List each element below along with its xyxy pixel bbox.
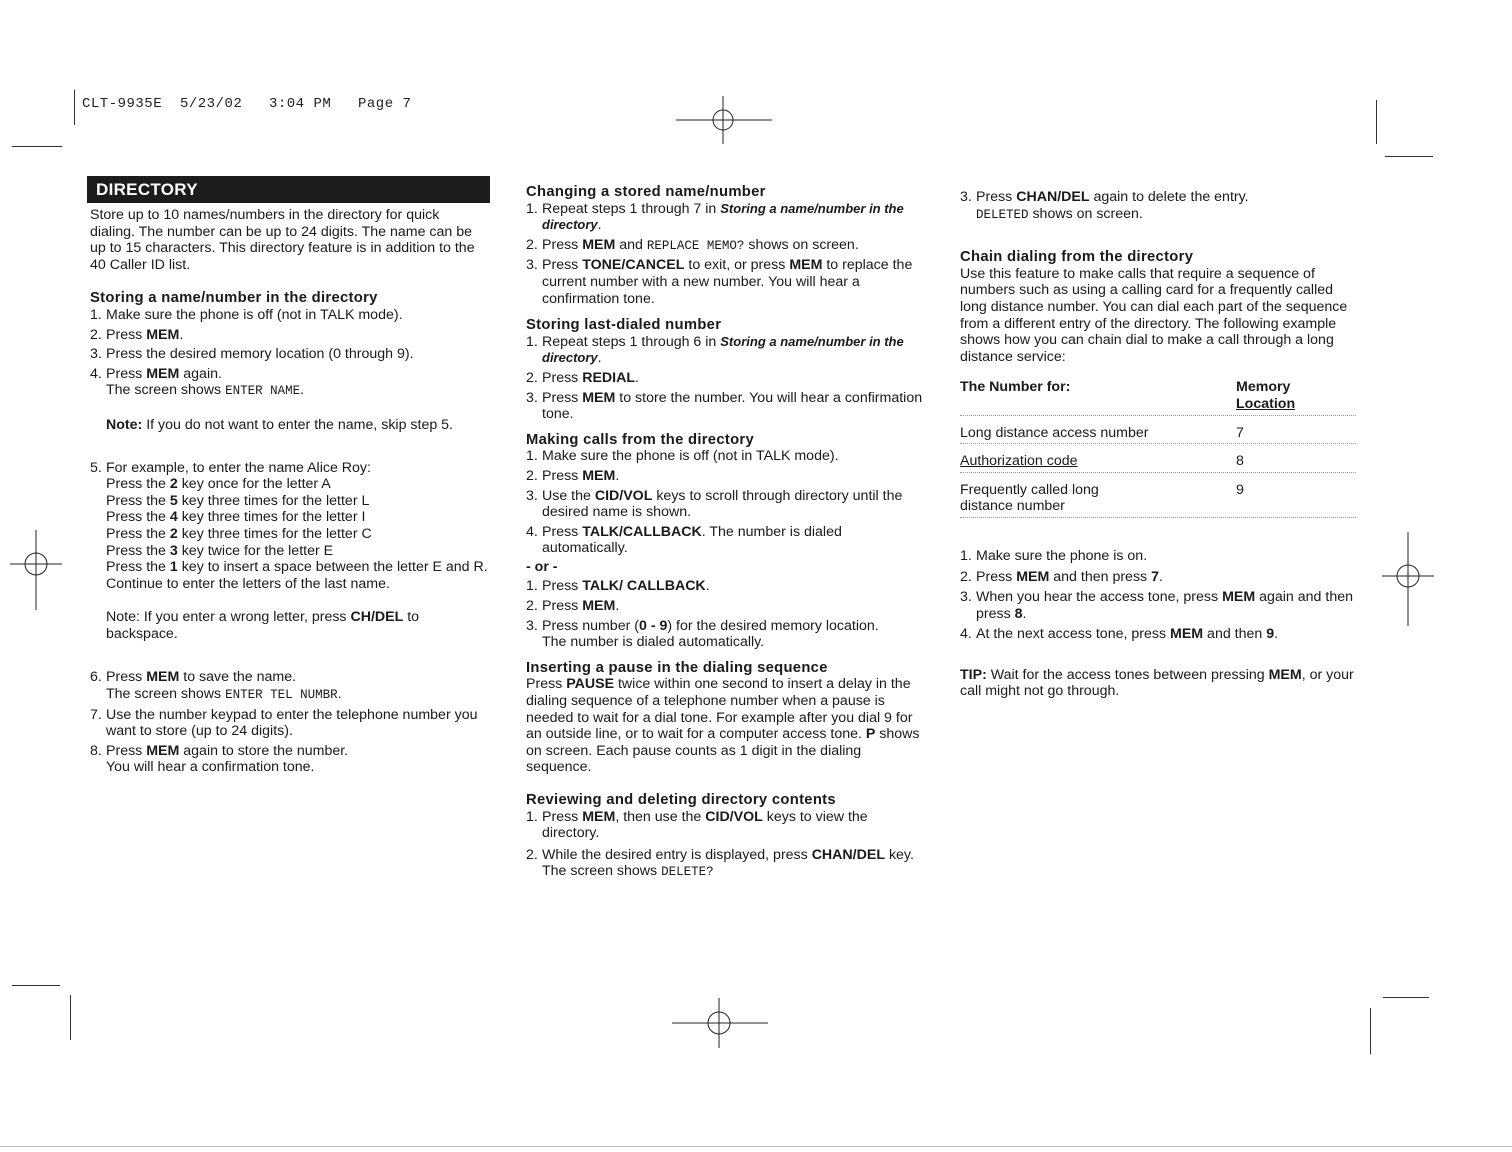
registration-mark-icon <box>672 998 768 1048</box>
registration-mark-icon <box>10 530 62 610</box>
list-item: 3. Press TONE/CANCEL to exit, or press MEM to replace the current number with a new number. You will hear a confirmation tone. <box>526 257 913 307</box>
crop-mark <box>12 146 62 147</box>
list-item: 7. Use the number keypad to enter the telephone number you want to store (up to 24 digits). <box>90 706 478 740</box>
list-item: 5. For example, to enter the name Alice Roy: Press the 2 key once for the letter A Press the 5 key three times for the letter L Press the 4 key three times for the letter I Press the 2 key three times for the letter C Press the 3 key twice for the letter E Press the 1 key to insert a space between the letter E and R. Continue to enter the letters of the last name. <box>90 459 488 592</box>
list-item: 1. Repeat steps 1 through 7 in Storing a name/number in the directory. <box>526 200 904 234</box>
list-item: 1. Press MEM, then use the CID/VOL keys to view the directory. <box>526 808 868 842</box>
list-item: 4. At the next access tone, press MEM and then 9. <box>960 626 1279 643</box>
crop-mark <box>0 1146 1512 1147</box>
paragraph: Use this feature to make calls that require a sequence of numbers such as using a calling card for a frequently called long distance number. You can dial each part of the sequence from a different entry of the directory. The following example shows how you can chain dial to make a call through a long distance service: <box>960 265 1348 365</box>
or-separator: - or - <box>526 558 558 575</box>
crop-mark <box>12 985 60 986</box>
registration-mark-icon <box>676 96 772 144</box>
list-item: 3. Press CHAN/DEL again to delete the entry. DELETED shows on screen. <box>960 189 1249 222</box>
list-item: 8. Press MEM again to store the number. You will hear a confirmation tone. <box>90 742 349 776</box>
column-left <box>90 176 488 776</box>
list-item: 1. Make sure the phone is off (not in TALK mode). <box>526 448 839 465</box>
list-item: 1. Press TALK/ CALLBACK. <box>526 578 710 595</box>
section-heading: Chain dialing from the directory <box>960 249 1194 266</box>
section-heading: Storing last-dialed number <box>526 317 722 334</box>
crop-mark <box>74 90 75 125</box>
list-item: 2. Press MEM. <box>526 598 620 615</box>
header-time: 3:04 PM <box>268 96 332 112</box>
list-item: 3. When you hear the access tone, press MEM again and then press 8. <box>960 589 1353 622</box>
list-item: 3. Press MEM to store the number. You will hear a confirmation tone. <box>526 389 923 423</box>
crop-mark <box>1383 997 1429 998</box>
section-heading: Reviewing and deleting directory contents <box>526 792 836 808</box>
list-item: 1. Make sure the phone is on. <box>960 547 1148 564</box>
crop-mark <box>1370 1008 1371 1054</box>
table-row: Long distance access number 7 <box>960 425 1356 445</box>
section-heading: Inserting a pause in the dialing sequence <box>526 659 828 676</box>
intro-paragraph: Store up to 10 names/numbers in the directory for quick dialing. The number can be up to 24 digits. The name can be up to 15 characters. This directory feature is in addition to the 40 Caller ID list. <box>90 207 475 273</box>
column-right <box>960 189 1360 700</box>
list-item: 2. Press MEM and REPLACE MEMO? shows on screen. <box>526 236 859 253</box>
header-page: Page 7 <box>358 96 412 112</box>
section-banner: DIRECTORY <box>87 176 490 203</box>
table-row: Authorization code 8 <box>960 453 1356 473</box>
memory-table <box>960 379 1356 518</box>
list-item: 3. Use the CID/VOL keys to scroll through directory until the desired name is shown. <box>526 487 903 521</box>
paragraph: Press PAUSE twice within one second to insert a delay in the dialing sequence of a telephone number when a pause is needed to wait for a dial tone. For example after you dial 9 for an outside line, or to wait for a computer access tone. P shows on screen. Each pause counts as 1 digit in the dialing sequence. <box>526 676 920 776</box>
header-date: 5/23/02 <box>179 96 243 112</box>
registration-mark-icon <box>1382 532 1434 626</box>
note: Note: If you enter a wrong letter, press CH/DEL to backspace. <box>106 609 420 642</box>
tip: TIP: Wait for the access tones between pressing MEM, or your call might not go through. <box>960 666 1354 700</box>
section-heading: Making calls from the directory <box>526 431 755 448</box>
list-item: 1. Repeat steps 1 through 6 in Storing a name/number in the directory. <box>526 333 904 367</box>
table-header-row: The Number for: Memory Location <box>960 379 1356 415</box>
list-item: 2. While the desired entry is displayed, press CHAN/DEL key. The screen shows DELETE? <box>526 846 914 880</box>
table-row: Frequently called long distance number 9 <box>960 482 1356 518</box>
print-header <box>82 96 411 112</box>
list-item: 2. Press MEM. <box>526 467 620 484</box>
section-heading: Storing a name/number in the directory <box>90 290 378 307</box>
header-code: CLT-9935E <box>82 96 163 112</box>
crop-mark <box>1385 156 1433 157</box>
list-item: 2. Press REDIAL. <box>526 369 639 386</box>
list-item: 1. Make sure the phone is off (not in TALK mode). <box>90 306 403 323</box>
list-item: 2. Press MEM and then press 7. <box>960 568 1163 585</box>
list-item: 3. Press number (0 - 9) for the desired memory location. The number is dialed automatically. <box>526 617 879 651</box>
note: Note: If you do not want to enter the name, skip step 5. <box>106 416 453 433</box>
list-item: 3. Press the desired memory location (0 through 9). <box>90 346 414 363</box>
crop-mark <box>1376 100 1377 144</box>
crop-mark <box>70 995 71 1040</box>
column-middle <box>526 184 926 881</box>
list-item: 6. Press MEM to save the name. The screen shows ENTER TEL NUMBR. <box>90 669 342 703</box>
list-item: 4. Press TALK/CALLBACK. The number is dialed automatically. <box>526 523 842 557</box>
section-heading: Changing a stored name/number <box>526 184 766 200</box>
list-item: 4. Press MEM again. The screen shows ENTER NAME. <box>90 365 305 399</box>
list-item: 2. Press MEM. <box>90 326 184 343</box>
